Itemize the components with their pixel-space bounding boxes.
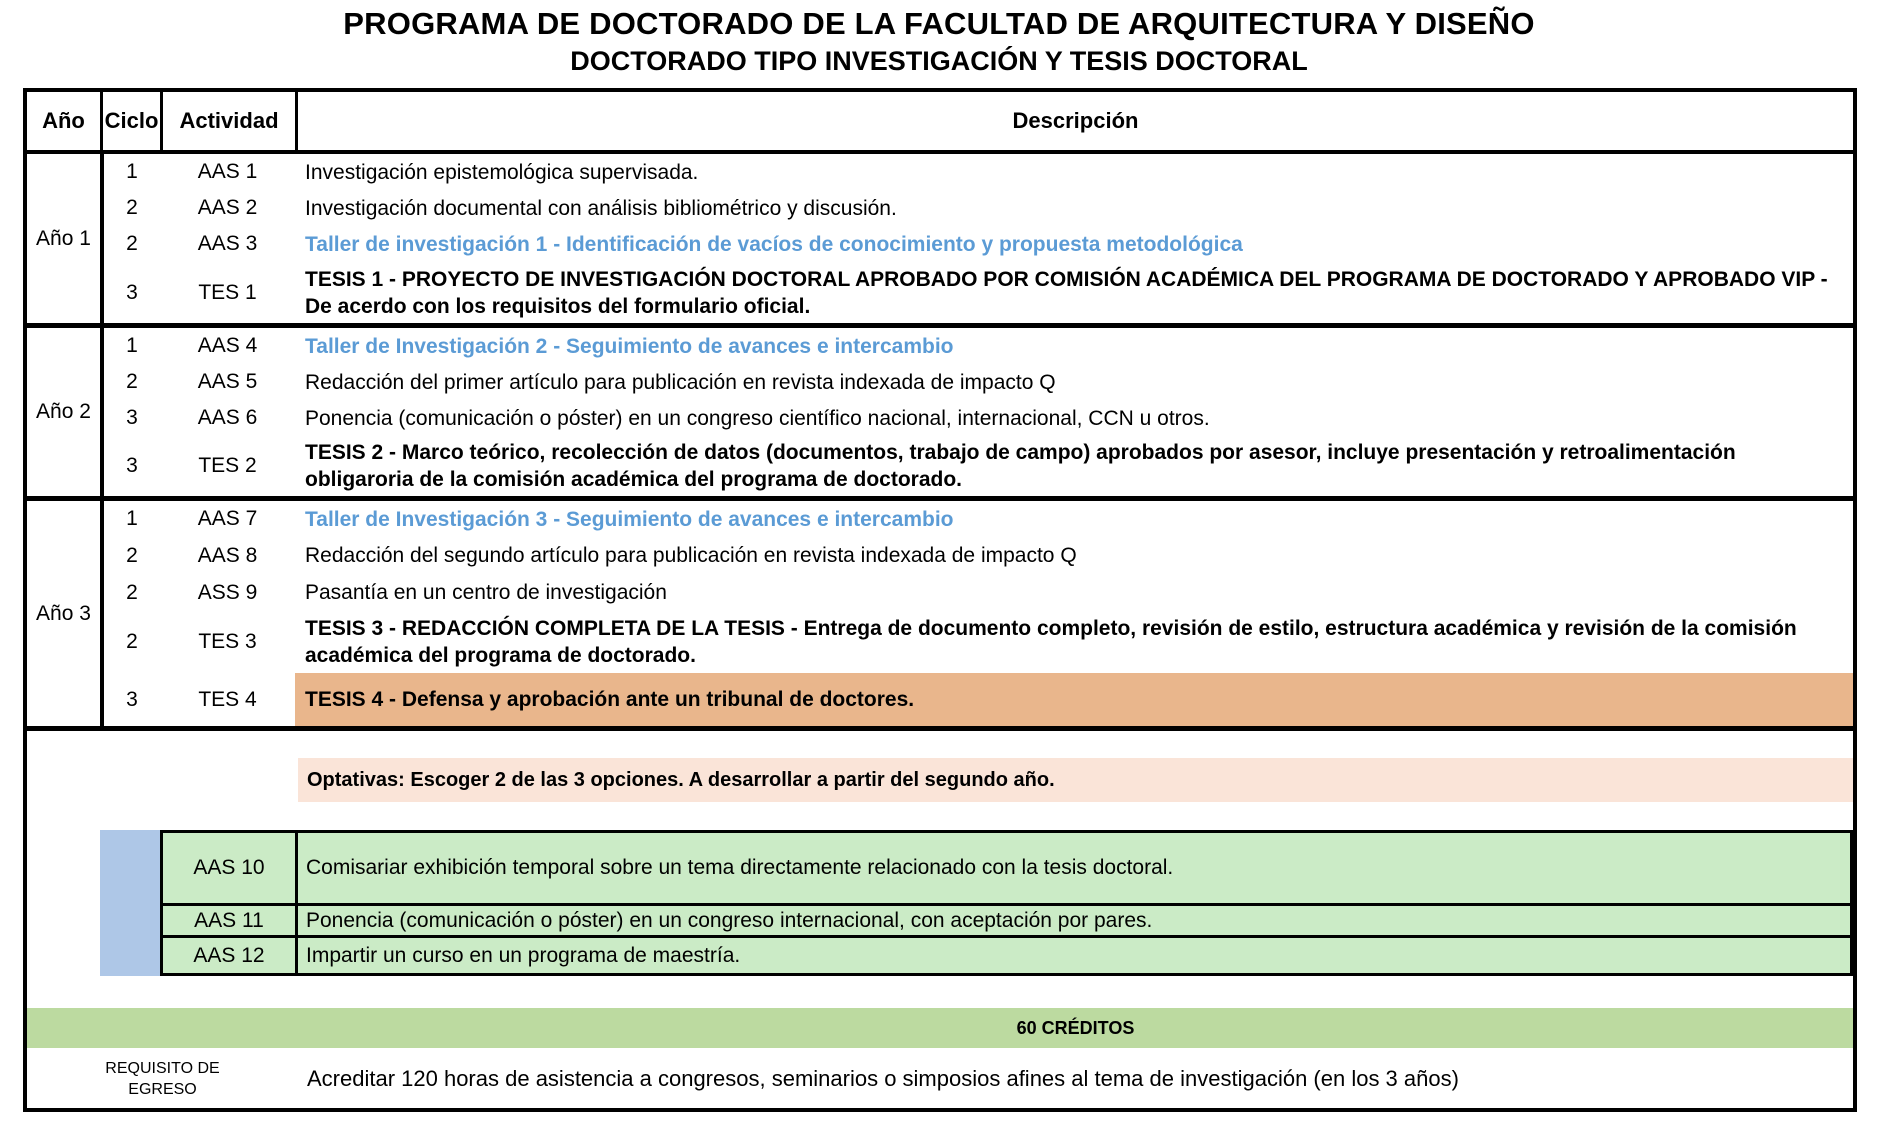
table-row bbox=[104, 400, 1853, 436]
year-section-2 bbox=[27, 328, 1853, 501]
row-descripcion: Ponencia (comunicación o póster) en un congreso internacional, con aceptación por pares. bbox=[306, 908, 1153, 932]
cycle-highlight-block bbox=[100, 830, 160, 976]
row-ciclo: 1 bbox=[126, 160, 138, 183]
row-descripcion: TESIS 1 - PROYECTO DE INVESTIGACIÓN DOCTORAL APROBADO POR COMISIÓN ACADÉMICA DEL PROGRAMA DE DOCTORADO Y APROBADO VIP - De acerdo con los requisitos del formulario oficial. bbox=[305, 267, 1828, 318]
row-ciclo: 1 bbox=[126, 507, 138, 530]
table-header-row bbox=[27, 92, 1853, 154]
row-descripcion: Comisariar exhibición temporal sobre un tema directamente relacionado con la tesis doctoral. bbox=[306, 856, 1174, 879]
header-ano: Año bbox=[27, 92, 103, 150]
row-actividad: AAS 1 bbox=[197, 160, 258, 183]
year-label: Año 3 bbox=[27, 501, 104, 726]
row-actividad: TES 3 bbox=[198, 630, 257, 653]
row-actividad: TES 2 bbox=[198, 454, 257, 477]
row-actividad: AAS 5 bbox=[197, 370, 258, 393]
row-ciclo: 2 bbox=[126, 232, 138, 255]
year-section-1 bbox=[27, 154, 1853, 328]
table-row-tesis bbox=[104, 611, 1853, 673]
row-descripcion: Ponencia (comunicación o póster) en un congreso científico nacional, internacional, CCN u otros. bbox=[305, 406, 1210, 430]
requisito-label bbox=[27, 1052, 298, 1105]
requisito-descripcion: Acreditar 120 horas de asistencia a congresos, seminarios o simposios afines al tema de investigación (en los 3 años) bbox=[307, 1065, 1459, 1091]
row-ciclo: 2 bbox=[126, 630, 138, 653]
row-actividad: AAS 11 bbox=[163, 906, 298, 935]
optional-row bbox=[163, 906, 1850, 938]
row-descripcion: Redacción del primer artículo para publicación en revista indexada de impacto Q bbox=[305, 370, 1056, 394]
row-ciclo: 3 bbox=[126, 280, 138, 304]
row-descripcion: Investigación documental con análisis bibliométrico y discusión. bbox=[305, 196, 897, 220]
row-actividad: AAS 3 bbox=[197, 232, 258, 255]
optional-activities-table bbox=[160, 830, 1853, 976]
row-descripcion: Impartir un curso en un programa de maestría. bbox=[306, 943, 741, 967]
table-row-tesis bbox=[104, 262, 1853, 323]
row-ciclo: 3 bbox=[126, 454, 138, 477]
row-actividad: TES 4 bbox=[198, 687, 257, 711]
year-label: Año 1 bbox=[27, 154, 104, 323]
row-ciclo: 2 bbox=[126, 370, 138, 393]
requisito-label-text: REQUISITO DE EGRESO bbox=[105, 1059, 220, 1098]
requisito-egreso-row bbox=[27, 1052, 1853, 1105]
row-descripcion: TESIS 4 - Defensa y aprobación ante un tribunal de doctores. bbox=[295, 673, 1853, 726]
table-row bbox=[104, 574, 1853, 611]
header-actividad: Actividad bbox=[163, 92, 298, 150]
table-row bbox=[104, 364, 1853, 400]
row-actividad: AAS 6 bbox=[197, 406, 258, 429]
optional-row bbox=[163, 833, 1850, 906]
row-actividad: AAS 8 bbox=[197, 543, 258, 567]
row-actividad: AAS 4 bbox=[197, 334, 258, 357]
row-actividad: AAS 10 bbox=[163, 833, 298, 903]
row-actividad: AAS 2 bbox=[197, 196, 258, 219]
row-ciclo: 2 bbox=[126, 196, 138, 219]
optativas-note: Optativas: Escoger 2 de las 3 opciones. A desarrollar a partir del segundo año. bbox=[298, 758, 1853, 802]
table-lower-area bbox=[27, 731, 1853, 1108]
row-actividad: TES 1 bbox=[198, 280, 257, 304]
table-row bbox=[104, 154, 1853, 190]
optional-row bbox=[163, 938, 1850, 973]
credits-total-band: 60 CRÉDITOS bbox=[27, 1008, 1853, 1048]
program-table bbox=[23, 88, 1857, 1112]
table-row-taller bbox=[104, 226, 1853, 262]
table-row bbox=[104, 537, 1853, 574]
row-ciclo: 1 bbox=[126, 334, 138, 357]
page-title: PROGRAMA DE DOCTORADO DE LA FACULTAD DE ARQUITECTURA Y DISEÑO bbox=[343, 6, 1535, 41]
page-subtitle: DOCTORADO TIPO INVESTIGACIÓN Y TESIS DOCTORAL bbox=[570, 46, 1308, 76]
row-actividad: AAS 7 bbox=[197, 507, 258, 530]
header-descripcion: Descripción bbox=[1012, 108, 1139, 133]
table-row-tesis bbox=[104, 436, 1853, 496]
table-row-taller bbox=[104, 328, 1853, 364]
row-descripcion: Redacción del segundo artículo para publicación en revista indexada de impacto Q bbox=[305, 544, 1077, 567]
row-descripcion: Pasantía en un centro de investigación bbox=[305, 581, 667, 604]
row-descripcion: Taller de Investigación 3 - Seguimiento de avances e intercambio bbox=[305, 507, 954, 531]
row-ciclo: 2 bbox=[126, 580, 138, 604]
header-ciclo: Ciclo bbox=[103, 92, 163, 150]
row-descripcion: TESIS 3 - REDACCIÓN COMPLETA DE LA TESIS - Entrega de documento completo, revisión de estilo, estructura académica y revisión de la comisión académica del programa de doctorado. bbox=[305, 617, 1797, 667]
table-row-taller bbox=[104, 501, 1853, 537]
row-actividad: ASS 9 bbox=[197, 580, 258, 604]
row-descripcion: TESIS 2 - Marco teórico, recolección de datos (documentos, trabajo de campo) aprobados por asesor, incluye presentación y retroalimentación obligaroria de la comisión académica del programa de doctorado. bbox=[305, 441, 1736, 491]
table-row bbox=[104, 190, 1853, 226]
table-row-tesis-defensa bbox=[104, 673, 1853, 726]
row-actividad: AAS 12 bbox=[163, 938, 298, 973]
year-label: Año 2 bbox=[27, 328, 104, 496]
row-descripcion: Investigación epistemológica supervisada. bbox=[305, 160, 699, 184]
row-descripcion: Taller de investigación 1 - Identificación de vacíos de conocimiento y propuesta metodológica bbox=[305, 232, 1243, 256]
year-section-3 bbox=[27, 501, 1853, 731]
row-ciclo: 3 bbox=[126, 406, 138, 429]
row-ciclo: 3 bbox=[126, 687, 138, 711]
row-ciclo: 2 bbox=[126, 543, 138, 567]
row-descripcion: Taller de Investigación 2 - Seguimiento de avances e intercambio bbox=[305, 334, 954, 358]
